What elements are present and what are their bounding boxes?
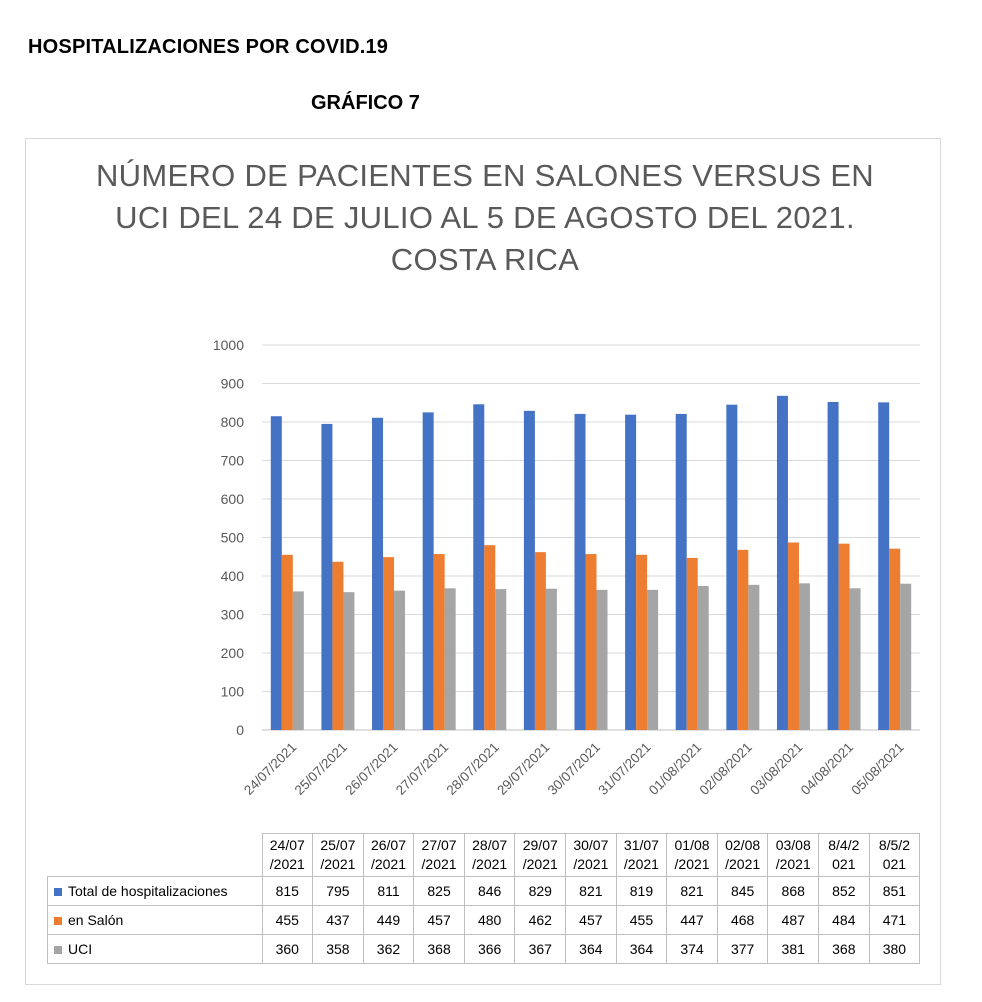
table-header-cell [768, 834, 819, 877]
x-tick-label: 05/08/2021 [848, 739, 907, 798]
y-tick-label: 800 [220, 414, 244, 430]
y-tick-label: 0 [236, 722, 244, 738]
legend-entry [48, 935, 263, 964]
table-header-cell [819, 834, 870, 877]
bar-uci [343, 592, 354, 730]
table-cell: 462 [515, 906, 566, 935]
table-cell: 368 [414, 935, 465, 964]
bar-en-sal-n [788, 543, 799, 730]
bar-uci [495, 589, 506, 730]
table-header-cell [515, 834, 566, 877]
chart-title-line-1: NÚMERO DE PACIENTES EN SALONES VERSUS EN [96, 158, 874, 193]
y-tick-label: 900 [220, 375, 244, 392]
table-cell: 821 [566, 877, 617, 906]
table-cell: 366 [464, 935, 515, 964]
bar-uci [698, 586, 709, 730]
table-header-cell [616, 834, 667, 877]
x-tick-label: 30/07/2021 [544, 739, 604, 798]
table-cell: 364 [566, 935, 617, 964]
document-title: HOSPITALIZACIONES POR COVID.19 [28, 36, 389, 58]
x-tick-label: 28/07/2021 [443, 739, 502, 798]
table-cell: 825 [414, 877, 465, 906]
bar-en-sal-n [586, 554, 597, 730]
table-header-label: 25/07 /2021 [320, 837, 356, 872]
x-tick-label: 26/07/2021 [342, 739, 401, 798]
y-tick-label: 100 [220, 683, 244, 700]
legend-entry [48, 877, 263, 906]
legend-swatch [54, 917, 62, 925]
table-cell: 819 [616, 877, 667, 906]
table-cell: 487 [768, 906, 819, 935]
bar-total-de-hospitalizaciones [372, 418, 383, 730]
table-header-label: 8/4/2 021 [828, 837, 860, 872]
table-corner [48, 834, 263, 877]
table-header-label: 30/07 /2021 [573, 837, 609, 872]
y-tick-label: 500 [220, 529, 244, 546]
y-tick-label: 200 [220, 645, 244, 661]
table-header-label: 24/07 /2021 [269, 837, 305, 872]
bar-total-de-hospitalizaciones [777, 396, 788, 730]
table-cell: 468 [717, 906, 768, 935]
table-cell: 811 [363, 877, 414, 906]
bar-en-sal-n [839, 544, 850, 730]
y-tick-label: 1000 [212, 337, 244, 353]
table-cell: 846 [464, 877, 515, 906]
x-tick-label: 29/07/2021 [494, 739, 553, 798]
bar-total-de-hospitalizaciones [321, 424, 332, 730]
table-header-label: 27/07 /2021 [421, 837, 457, 872]
table-cell: 374 [667, 935, 718, 964]
table-cell: 484 [819, 906, 870, 935]
table-header-label: 28/07 /2021 [472, 837, 508, 872]
y-tick-label: 300 [220, 606, 244, 623]
x-tick-label: 04/08/2021 [797, 739, 857, 798]
table-header-cell [363, 834, 414, 877]
table-cell: 449 [363, 906, 414, 935]
table-cell: 455 [262, 906, 313, 935]
table-cell: 868 [768, 877, 819, 906]
x-tick-label: 03/08/2021 [747, 739, 806, 798]
table-header-label: 31/07 /2021 [623, 837, 659, 872]
table-header-cell [262, 834, 313, 877]
table-cell: 480 [464, 906, 515, 935]
legend-label: Total de hospitalizaciones [68, 883, 228, 899]
legend-label: en Salón [68, 912, 124, 928]
y-tick-label: 600 [220, 491, 244, 507]
table-cell: 364 [616, 935, 667, 964]
x-tick-label: 24/07/2021 [241, 739, 300, 798]
table-header-label: 03/08 /2021 [775, 837, 811, 872]
table-header-cell [869, 834, 920, 877]
bar-total-de-hospitalizaciones [676, 414, 687, 730]
table-header-cell [566, 834, 617, 877]
bar-total-de-hospitalizaciones [423, 412, 434, 730]
bar-en-sal-n [535, 552, 546, 730]
bar-uci [799, 583, 810, 730]
bar-total-de-hospitalizaciones [828, 402, 839, 730]
table-cell: 447 [667, 906, 718, 935]
table-cell: 845 [717, 877, 768, 906]
bar-uci [445, 588, 456, 730]
table-cell: 852 [819, 877, 870, 906]
bar-total-de-hospitalizaciones [575, 414, 586, 730]
bar-en-sal-n [889, 549, 900, 730]
table-cell: 821 [667, 877, 718, 906]
bar-uci [748, 585, 759, 730]
x-tick-label: 02/08/2021 [696, 739, 755, 798]
chart-title-line-2: UCI DEL 24 DE JULIO AL 5 DE AGOSTO DEL 2021. [115, 200, 855, 235]
table-cell: 457 [414, 906, 465, 935]
table-cell: 437 [313, 906, 364, 935]
table-row [48, 935, 920, 964]
bar-en-sal-n [434, 554, 445, 730]
table-cell: 851 [869, 877, 920, 906]
bar-en-sal-n [687, 558, 698, 730]
bar-en-sal-n [282, 555, 293, 730]
table-cell: 457 [566, 906, 617, 935]
legend-entry [48, 906, 263, 935]
bar-uci [293, 591, 304, 730]
table-cell: 367 [515, 935, 566, 964]
table-cell: 455 [616, 906, 667, 935]
table-header-label: 8/5/2 021 [878, 837, 910, 872]
chart-data-table [47, 833, 920, 964]
table-cell: 362 [363, 935, 414, 964]
bar-total-de-hospitalizaciones [271, 416, 282, 730]
table-cell: 829 [515, 877, 566, 906]
bar-en-sal-n [737, 550, 748, 730]
table-cell: 358 [313, 935, 364, 964]
bar-en-sal-n [636, 555, 647, 730]
table-header-cell [414, 834, 465, 877]
table-cell: 380 [869, 935, 920, 964]
table-row [48, 906, 920, 935]
bar-uci [394, 591, 405, 730]
legend-swatch [54, 888, 62, 896]
table-row [48, 877, 920, 906]
bar-uci [900, 584, 911, 730]
bar-total-de-hospitalizaciones [726, 405, 737, 730]
table-header-cell [717, 834, 768, 877]
table-header-label: 02/08 /2021 [725, 837, 761, 872]
table-header-label: 26/07 /2021 [370, 837, 406, 872]
bar-en-sal-n [484, 545, 495, 730]
bar-en-sal-n [383, 557, 394, 730]
bar-uci [546, 589, 557, 730]
x-tick-label: 01/08/2021 [645, 739, 705, 798]
legend-swatch [54, 946, 62, 954]
bar-uci [850, 588, 861, 730]
table-header-cell [313, 834, 364, 877]
y-tick-label: 400 [220, 568, 244, 584]
table-cell: 381 [768, 935, 819, 964]
table-cell: 360 [262, 935, 313, 964]
table-cell: 815 [262, 877, 313, 906]
bar-total-de-hospitalizaciones [625, 415, 636, 730]
legend-label: UCI [68, 941, 93, 957]
bar-total-de-hospitalizaciones [878, 402, 889, 730]
bar-en-sal-n [332, 562, 343, 730]
table-header-cell [667, 834, 718, 877]
table-cell: 377 [717, 935, 768, 964]
table-cell: 471 [869, 906, 920, 935]
y-tick-label: 700 [220, 452, 244, 469]
table-header-cell [464, 834, 515, 877]
table-header-label: 29/07 /2021 [522, 837, 558, 872]
document-subtitle: GRÁFICO 7 [311, 92, 420, 114]
x-tick-label: 25/07/2021 [291, 739, 351, 798]
table-cell: 368 [819, 935, 870, 964]
bar-uci [597, 590, 608, 730]
bar-total-de-hospitalizaciones [473, 404, 484, 730]
chart-title-line-3: COSTA RICA [390, 242, 580, 277]
table-header-label: 01/08 /2021 [674, 837, 710, 872]
bar-uci [647, 590, 658, 730]
bar-total-de-hospitalizaciones [524, 411, 535, 730]
x-tick-label: 27/07/2021 [392, 739, 452, 798]
table-cell: 795 [313, 877, 364, 906]
x-tick-label: 31/07/2021 [595, 739, 654, 798]
